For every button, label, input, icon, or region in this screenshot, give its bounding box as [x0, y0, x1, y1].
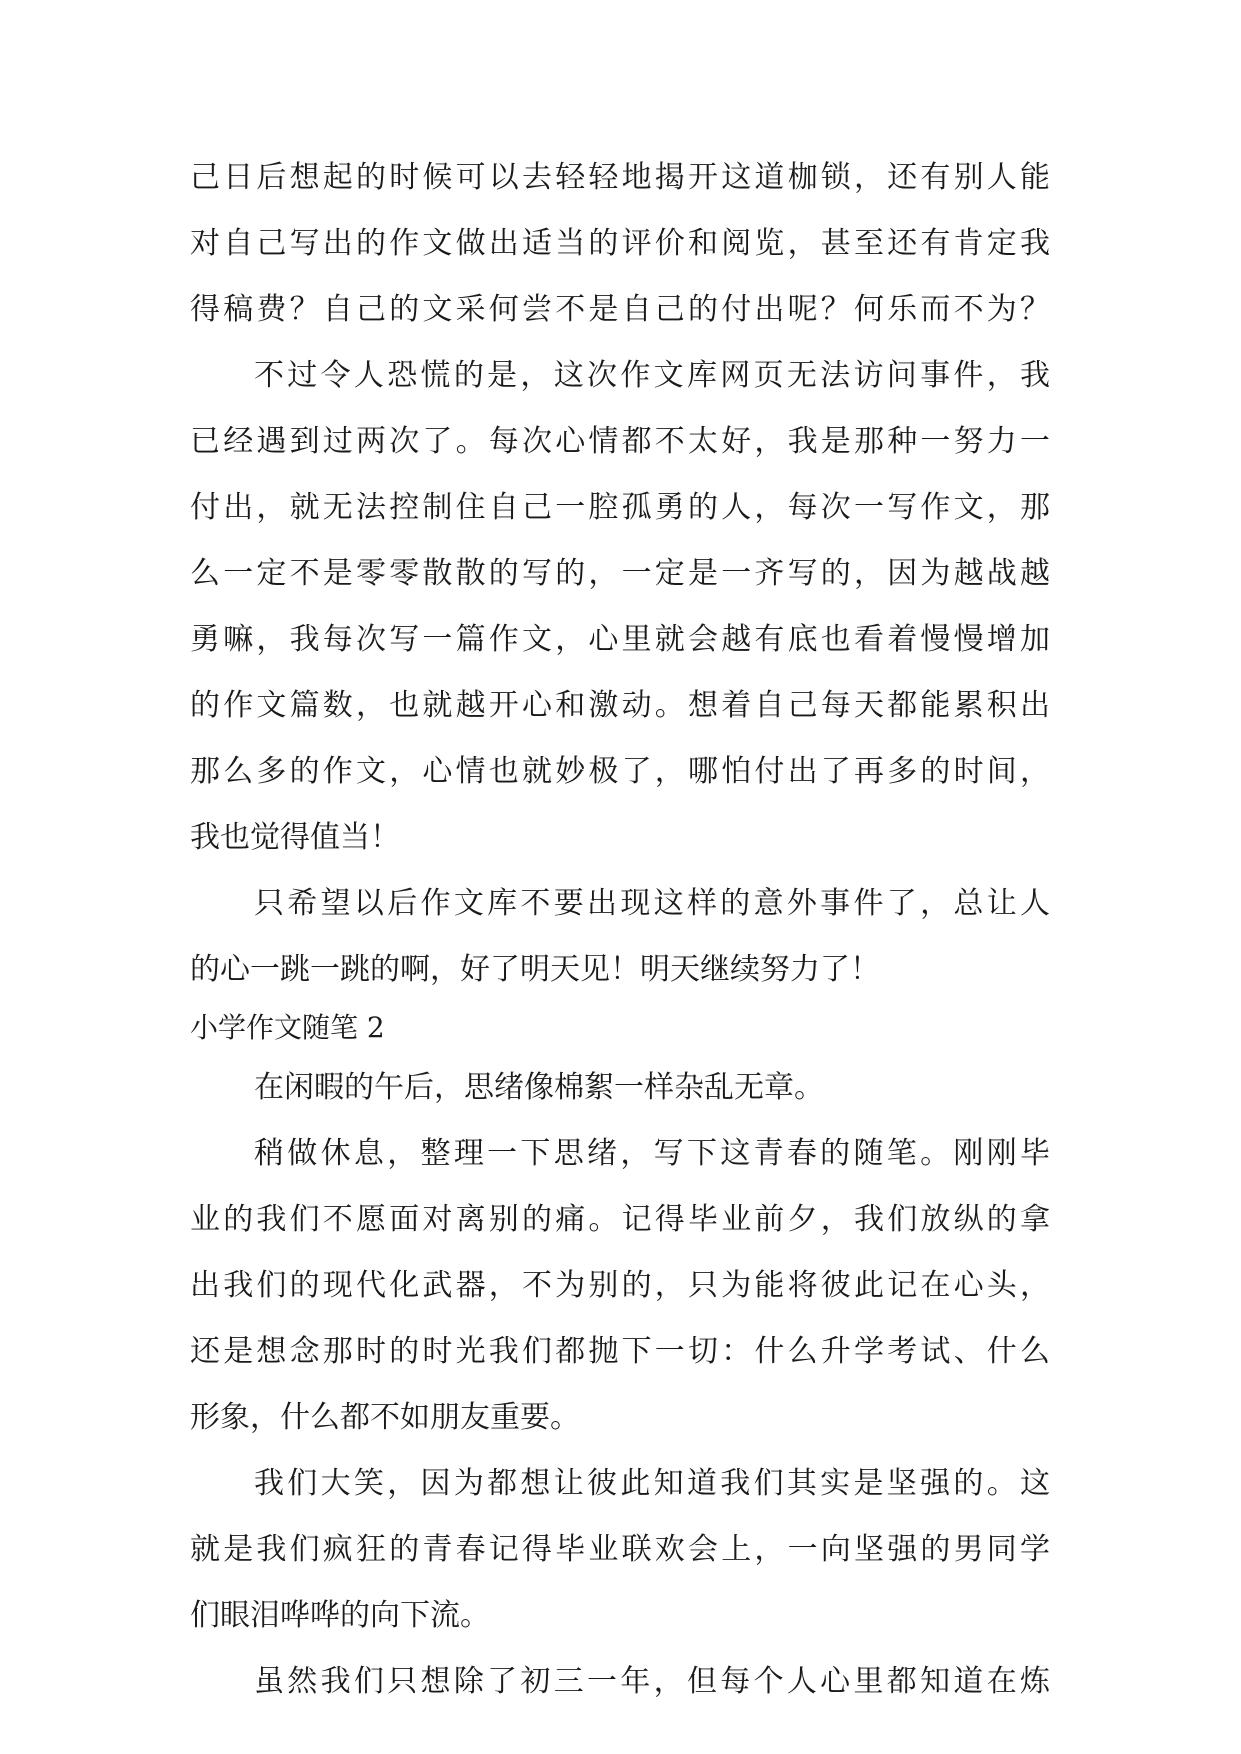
text-line: 们眼泪哗哗的向下流。: [190, 1598, 490, 1633]
text-line: 我也觉得值当！: [190, 820, 400, 855]
text-line: 业的我们不愿面对离别的痛。记得毕业前夕，我们放纵的拿: [190, 1202, 1050, 1237]
text-line: 就是我们疯狂的青春记得毕业联欢会上，一向坚强的男同学: [190, 1532, 1050, 1567]
text-line: 勇嘛，我每次写一篇作文，心里就会越有底也看着慢慢增加: [190, 622, 1050, 657]
paragraph-first-line: 稍做休息，整理一下思绪，写下这青春的随笔。刚刚毕: [254, 1136, 1050, 1171]
text-line: 的心一跳一跳的啊，好了明天见！明天继续努力了！: [190, 952, 880, 987]
paragraph-first-line: 虽然我们只想除了初三一年，但每个人心里都知道在炼: [254, 1664, 1050, 1699]
text-line: 己日后想起的时候可以去轻轻地揭开这道枷锁，还有别人能: [190, 160, 1050, 195]
text-line: 付出，就无法控制住自己一腔孤勇的人，每次一写作文，那: [190, 490, 1050, 525]
text-line: 还是想念那时的时光我们都抛下一切：什么升学考试、什么: [190, 1334, 1050, 1369]
text-line: 形象，什么都不如朋友重要。: [190, 1400, 580, 1435]
paragraph-first-line: 不过令人恐慌的是，这次作文库网页无法访问事件，我: [254, 358, 1050, 393]
text-line: 么一定不是零零散散的写的，一定是一齐写的，因为越战越: [190, 556, 1050, 591]
paragraph-first-line: 在闲暇的午后，思绪像棉絮一样杂乱无章。: [254, 1070, 824, 1105]
text-line: 出我们的现代化武器，不为别的，只为能将彼此记在心头，: [190, 1268, 1050, 1303]
text-line: 对自己写出的作文做出适当的评价和阅览，甚至还有肯定我: [190, 226, 1050, 261]
paragraph-first-line: 只希望以后作文库不要出现这样的意外事件了，总让人: [254, 886, 1050, 921]
text-line: 已经遇到过两次了。每次心情都不太好，我是那种一努力一: [190, 424, 1050, 459]
paragraph-first-line: 我们大笑，因为都想让彼此知道我们其实是坚强的。这: [254, 1466, 1050, 1501]
text-line: 那么多的作文，心情也就妙极了，哪怕付出了再多的时间，: [190, 754, 1050, 789]
text-line: 得稿费？自己的文采何尝不是自己的付出呢？何乐而不为？: [190, 292, 1050, 327]
section-heading: 小学作文随笔 2: [190, 1011, 385, 1044]
text-line: 的作文篇数，也就越开心和激动。想着自己每天都能累积出: [190, 688, 1050, 723]
